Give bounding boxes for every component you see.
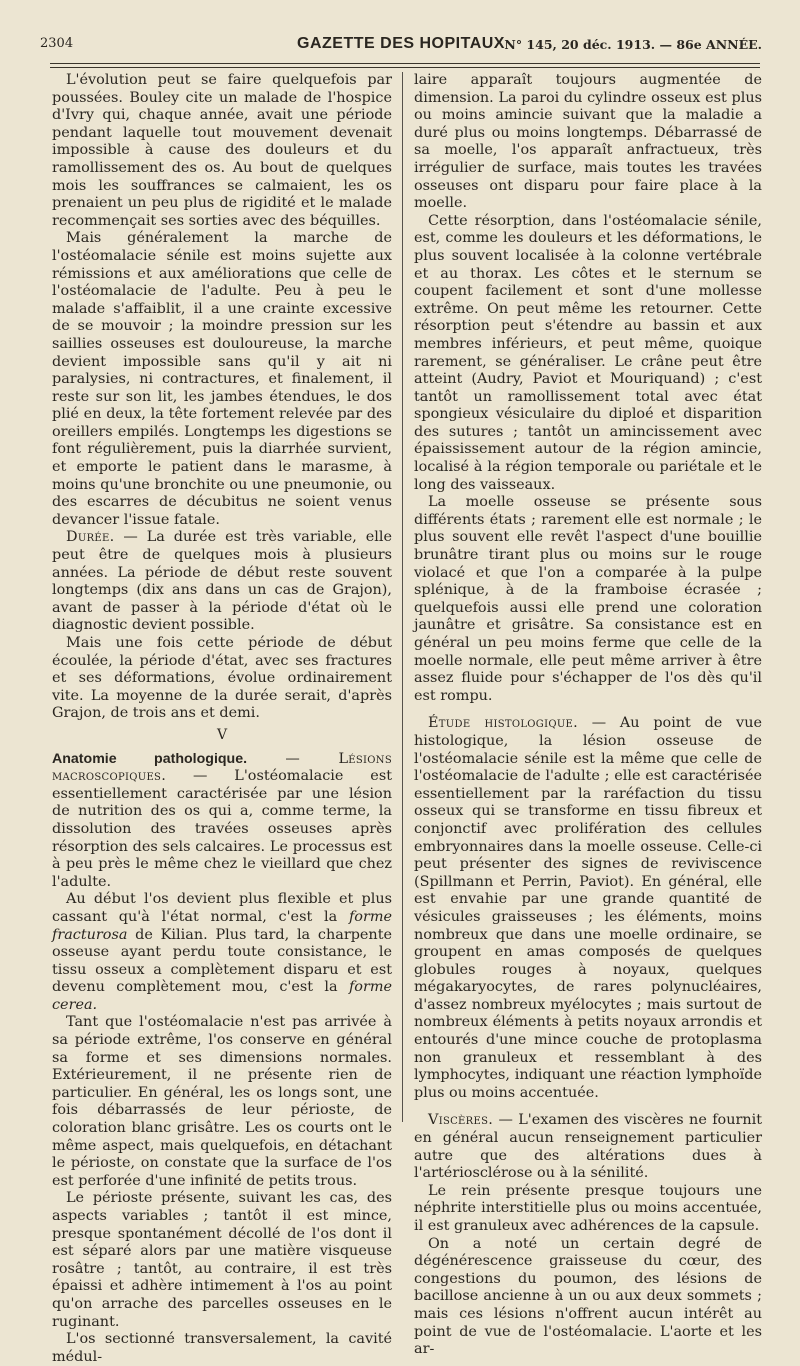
left-column (52, 72, 392, 1366)
issue-info: N° 145, 20 déc. 1913. — 86e ANNÉE. (504, 37, 762, 52)
paragraph: Cette résorption, dans l'ostéomalacie sénile, est, comme les douleurs et les déformations, le plus souvent localisée à la colonne vertébrale et au thorax. Les côtes et le sternum se coupent facilement et sont d'une mollesse extrême. On peut même les retourner. Cette résorption peut s'étendre au bassin et aux membres inférieurs, et peut même, quoique rarement, se généraliser. Le crâne peut être atteint (Audry, Paviot et Mouriquand) ; c'est tantôt un ramollissement total avec état spongieux vésiculaire du diploé et disparition des sutures ; tantôt un amincissement avec épaississement autour de la région amincie, localisé à la région temporale ou pariétale et le long des vaisseaux. (414, 212, 762, 493)
journal-title: GAZETTE DES HOPITAUX (297, 35, 505, 52)
run-in-heading: Étude histologique. (428, 715, 579, 732)
paragraph-forms (52, 891, 392, 1014)
paragraph-text: — Au point de vue histologique, la lésion osseuse de l'ostéomalacie sénile est la même que celle de l'ostéomalacie de l'adulte ; elle est caractérisée essentiellement par la raréfaction du tissu osseux qui se transforme en tissu fibreux et conjonctif avec prolifération des cellules embryonnaires dans la moelle osseuse. Celle-ci peut présenter des signes de reviviscence (Spillmann et Perrin, Paviot). En général, elle est envahie par une grande quantité de vésicules graisseuses ; les éléments, moins nombreux que dans une moelle ordinaire, se groupent en amas composés de quelques globules rouges à noyaux, quelques mégakaryocytes, de rares polynucléaires, d'assez nombreux myélocytes ; mais surtout de nombreux éléments à petits noyaux arrondis et entourés d'une mince couche de protoplasma non granuleux et ressemblant à des lymphocytes, indiquant une réaction lymphoïde plus ou moins accentuée. (414, 715, 762, 1101)
header-rule-thin (50, 67, 760, 68)
paragraph: Le rein présente presque toujours une néphrite interstitielle plus ou moins accentuée, il est granuleux avec adhérences de la capsule. (414, 1182, 762, 1234)
spacer (414, 705, 762, 715)
header-rule-thick (50, 63, 760, 64)
paragraph: Mais une fois cette période de début écoulée, la période d'état, avec ses fractures et ses déformations, évolue ordinairement vite. La moyenne de la durée serait, d'après Grajon, de trois ans et demi. (52, 635, 392, 722)
paragraph-anatomie (52, 751, 392, 892)
section-title: Anatomie pathologique. (52, 750, 248, 767)
paragraph-histologie (414, 715, 762, 1102)
paragraph: L'évolution peut se faire quelquefois par poussées. Bouley cite un malade de l'hospice d'Ivry qui, chaque année, avait une période pendant laquelle tout mouvement devenait impossible à cause des douleurs et du ramollissement des os. Au bout de quelques mois les souffrances se calmaient, les os prenaient un peu plus de rigidité et le malade recommençait ses sorties avec des béquilles. (52, 72, 392, 229)
paragraph: L'os sectionné transversalement, la cavité médul- (52, 1331, 392, 1365)
section-subtitle: — Lésions macroscopiques. (52, 750, 393, 785)
paragraph-text: de Kilian. Plus tard, la charpente osseuse ayant perdu toute consistance, le tissu osseux a complètement disparu et est devenu complètement mou, c'est la (52, 926, 392, 996)
italic-term: forme cerea. (52, 979, 392, 1013)
paragraph: Mais généralement la marche de l'ostéomalacie sénile est moins sujette aux rémissions et aux améliorations que celle de l'ostéomalacie de l'adulte. Peu à peu le malade s'affaiblit, il a une crainte excessive de se mouvoir ; la moindre pression sur les saillies osseuses est douloureuse, la marche devient impossible sans qu'il y ait ni paralysies, ni contractures, et finalement, il reste sur son lit, les jambes étendues, le dos plié en deux, la tête fortement relevée par des oreillers empilés. Longtemps les digestions se font régulièrement, puis la diarrhée survient, et emporte le patient dans le marasme, à moins qu'une bronchite ou une pneumonie, ou des escarres de décubitus ne soient venus devancer l'issue fatale. (52, 230, 392, 528)
section-number: V (216, 726, 228, 743)
column-divider (402, 72, 403, 1122)
paragraph: Le périoste présente, suivant les cas, des aspects variables ; tantôt il est mince, presque spontanément décollé de l'os dont il est séparé alors par une matière visqueuse rosâtre ; tantôt, au contraire, il est très épaissi et adhère intimement à l'os au point qu'on arrache des parcelles osseuses en le ruginant. (52, 1190, 392, 1330)
paragraph-visceres (414, 1112, 762, 1182)
paragraph-text: — La durée est très variable, elle peut être de quelques mois à plusieurs années. La période de début reste souvent longtemps (dix ans dans un cas de Grajon), avant de passer à la période d'état où le diagnostic devient possible. (52, 529, 392, 634)
page-number: 2304 (40, 36, 74, 51)
paragraph-text: Au début l'os devient plus flexible et plus cassant qu'à l'état normal, c'est la (52, 891, 392, 925)
run-in-heading: Durée. (66, 529, 115, 546)
right-column (414, 72, 762, 1359)
page-header (40, 36, 762, 58)
paragraph: laire apparaît toujours augmentée de dimension. La paroi du cylindre osseux est plus ou moins amincie suivant que la maladie a duré plus ou moins longtemps. Débarrassé de sa moelle, l'os apparaît anfractueux, très irrégulier de surface, mais toutes les travées osseuses ont disparu pour faire place à la moelle. (414, 72, 762, 212)
paragraph: On a noté un certain degré de dégénérescence graisseuse du cœur, des congestions du poumon, des lésions de bacillose ancienne à un ou aux deux sommets ; mais ces lésions n'offrent aucun intérêt au point de vue de l'ostéomalacie. L'aorte et les ar- (414, 1235, 762, 1358)
paragraph-text: — L'ostéomalacie est essentiellement caractérisée par une lésion de nutrition des os qui a, comme terme, la dissolution des travées osseuses après résorption des sels calcaires. Le processus est à peu près le même chez le vieillard que chez l'adulte. (52, 768, 392, 890)
paragraph: La moelle osseuse se présente sous différents états ; rarement elle est normale ; le plus souvent elle revêt l'aspect d'une bouillie brunâtre tirant plus ou moins sur le rouge violacé et que l'on a comparée à la pulpe splénique, à de la framboise écrasée ; quelquefois aussi elle prend une coloration jaunâtre et grisâtre. Sa consistance est en général un peu moins ferme que celle de la moelle normale, elle peut même arriver à être assez fluide pour s'échapper de l'os dès qu'il est rompu. (414, 494, 762, 704)
italic-term: forme fracturosa (52, 908, 392, 943)
run-in-heading: Viscères. (428, 1112, 494, 1129)
paragraph: Tant que l'ostéomalacie n'est pas arrivée à sa période extrême, l'os conserve en général sa forme et ses dimensions normales. Extérieurement, il ne présente rien de particulier. En général, les os longs sont, une fois débarrassés de leur périoste, de coloration blanc grisâtre. Les os courts ont le même aspect, mais quelquefois, en détachant le périoste, on constate que la surface de l'os est perforée d'une infinité de petits trous. (52, 1014, 392, 1189)
paragraph-text: — L'examen des viscères ne fournit en général aucun renseignement particulier autre que des altérations dues à l'artériosclérose ou à la sénilité. (414, 1112, 762, 1182)
paragraph-duree (52, 529, 392, 635)
spacer (414, 1102, 762, 1112)
